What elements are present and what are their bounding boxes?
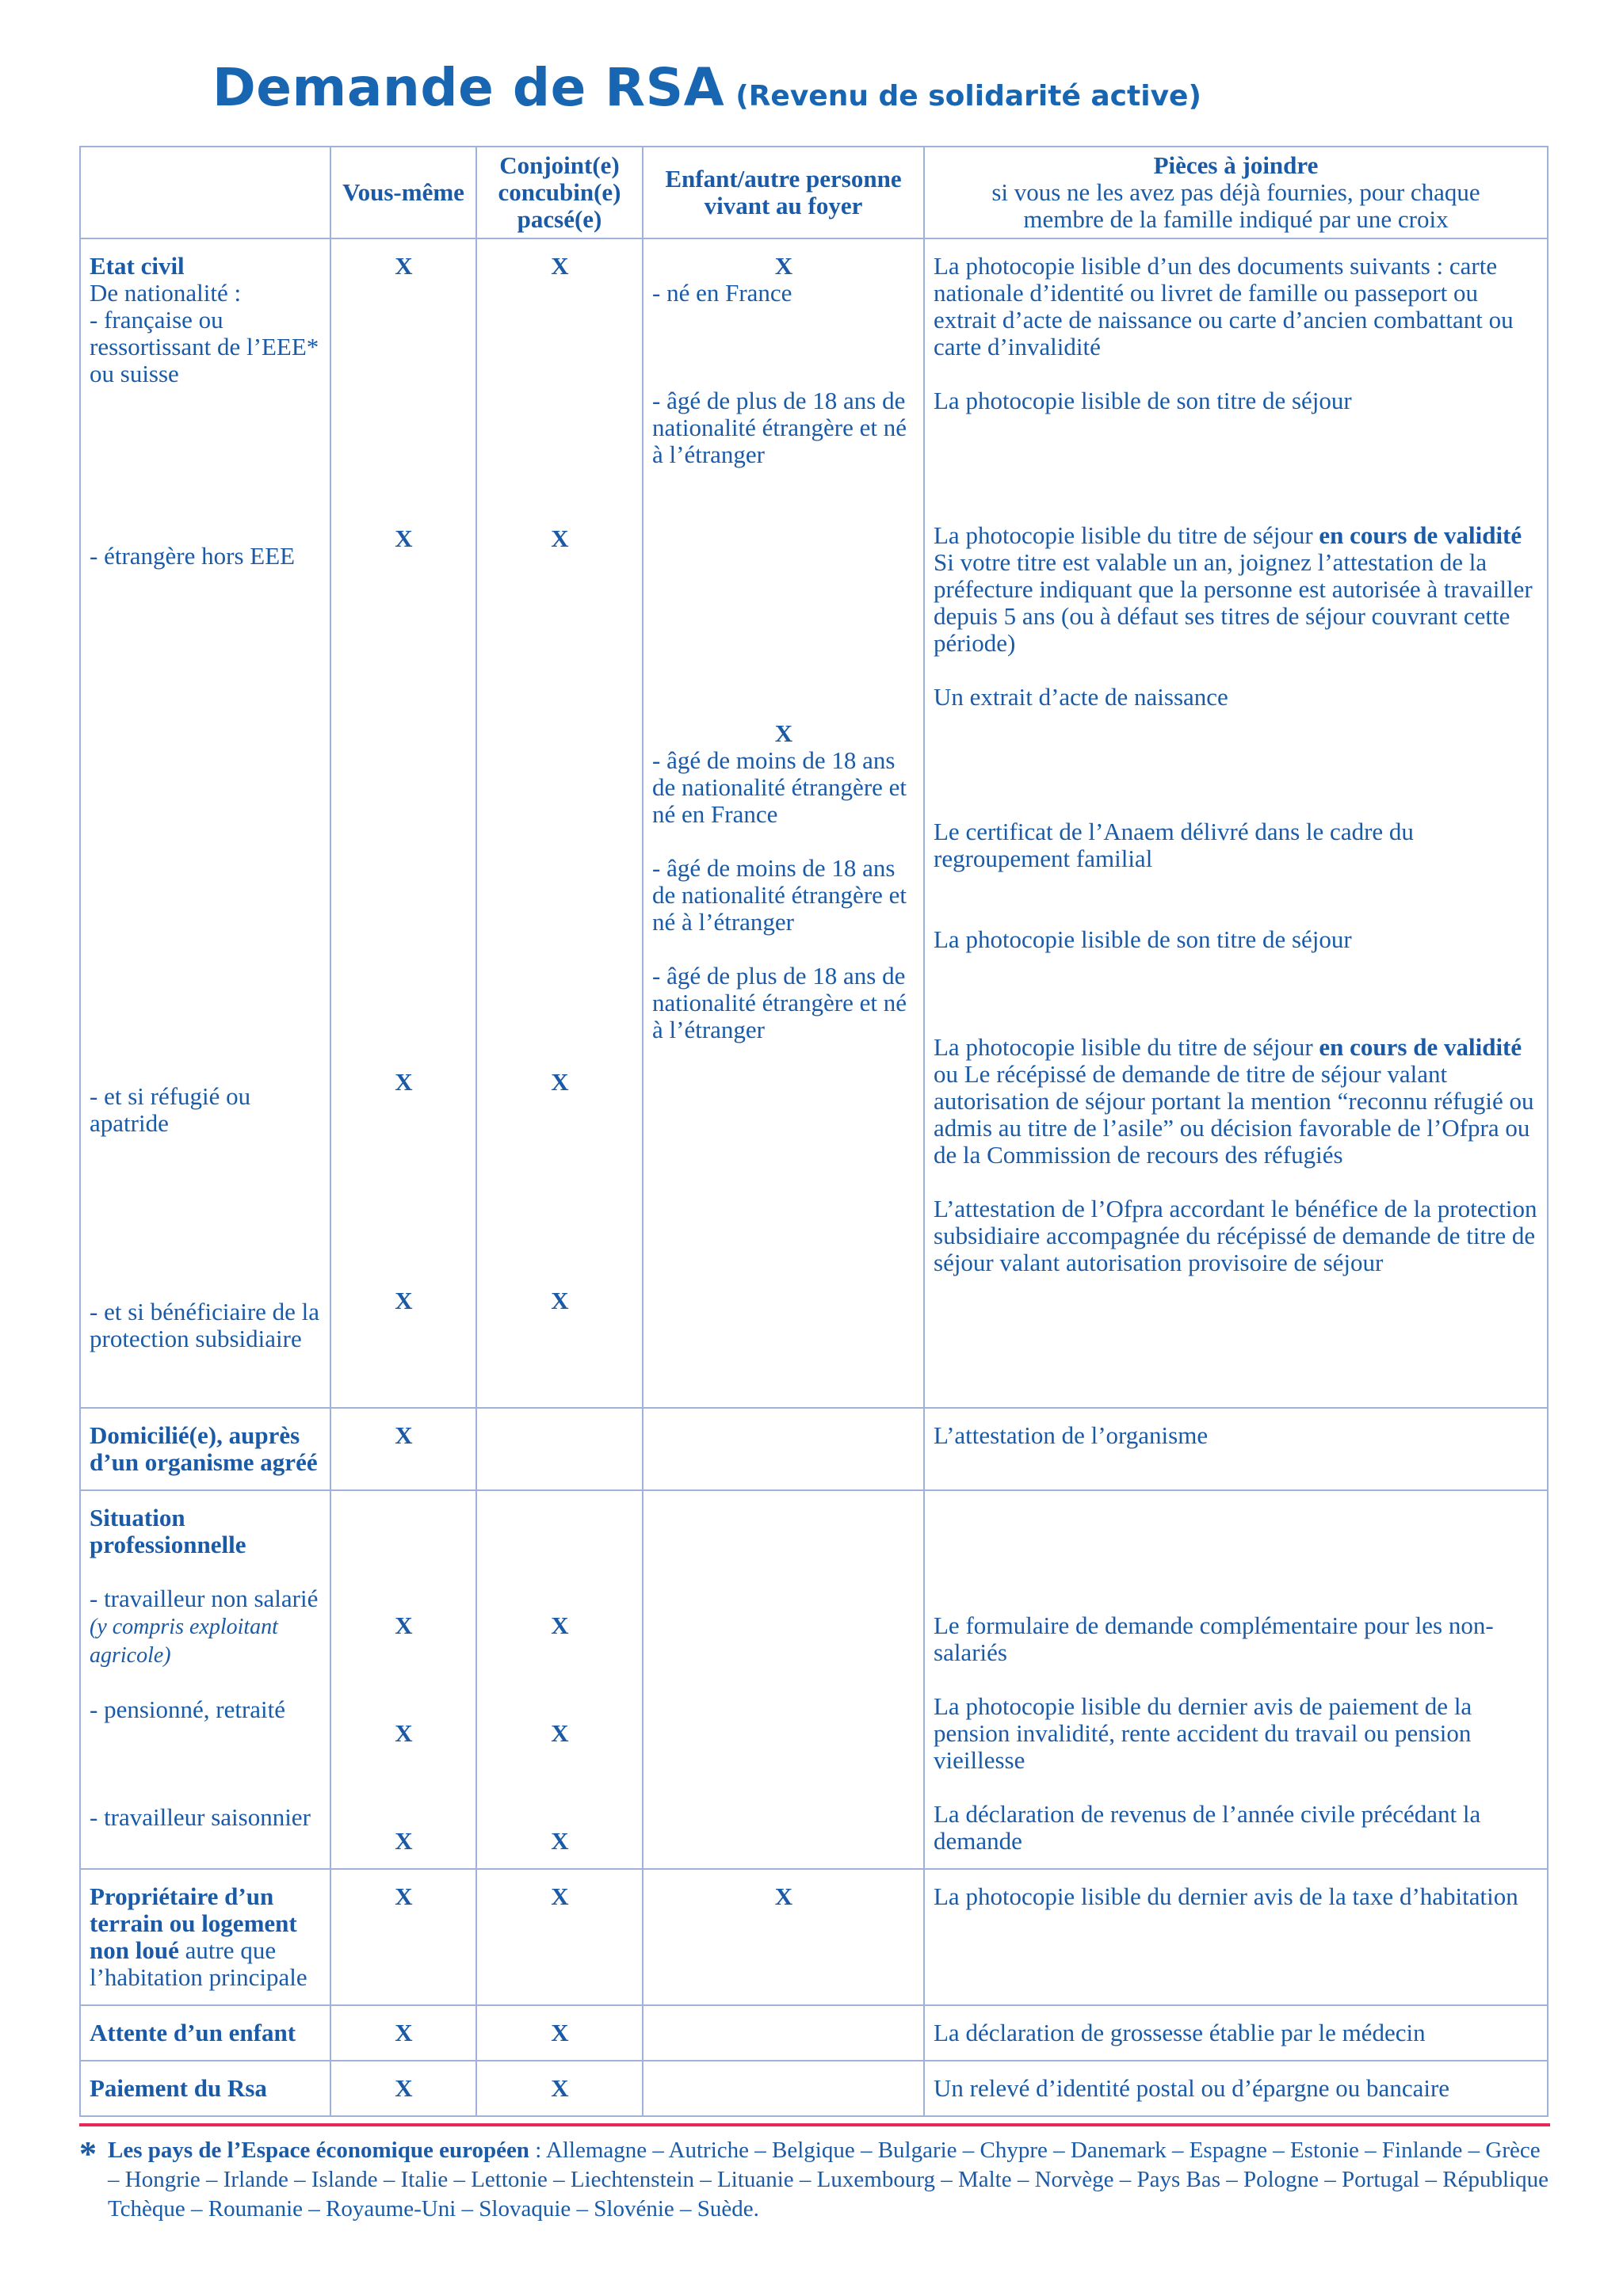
piece-text xyxy=(934,1034,1539,1061)
col-conjoint xyxy=(476,1408,643,1490)
proprietaire-label xyxy=(81,1870,330,2004)
page-title xyxy=(212,57,1201,118)
proprietaire-label-rest: autre que l’habitation principale xyxy=(90,1936,307,1991)
col-vous-meme xyxy=(330,1408,476,1490)
col-label xyxy=(80,2061,330,2116)
col-enfant xyxy=(643,1490,924,1869)
col-enfant xyxy=(643,1869,924,2005)
title-main: Demande de RSA xyxy=(212,57,725,118)
paiement-label: Paiement du Rsa xyxy=(90,2074,267,2102)
piece-text: La photocopie lisible de son titre de séjour xyxy=(934,387,1352,414)
table-row-proprietaire xyxy=(80,1869,1548,2005)
enfant-plus-18: - âgé de plus de 18 ans de nationalité étrangère et né à l’étranger xyxy=(652,387,907,468)
col-enfant xyxy=(643,238,924,1408)
piece-text: Un relevé d’identité postal ou d’épargne ou bancaire xyxy=(934,2074,1450,2102)
documents-table xyxy=(79,146,1549,2117)
checkmark-x: X xyxy=(551,1882,569,1910)
col-label xyxy=(80,1869,330,2005)
checkmark-x: X xyxy=(395,2019,413,2046)
piece-text: La photocopie lisible du dernier avis de la taxe d’habitation xyxy=(934,1882,1518,1910)
checkmark-x: X xyxy=(395,1827,413,1855)
etat-civil-label: De nationalité : xyxy=(90,279,242,307)
etat-civil-heading: Etat civil xyxy=(90,252,185,280)
col-conjoint xyxy=(476,238,643,1408)
etrangere-label: - étrangère hors EEE xyxy=(90,542,296,570)
header-enfant-line: Enfant/autre personne xyxy=(665,165,902,193)
checkmark-x: X xyxy=(551,2074,569,2102)
checkmark-x: X xyxy=(551,2019,569,2046)
checkmark-x: X xyxy=(395,1287,413,1314)
checkmark-x: X xyxy=(395,252,413,280)
title-subtitle: (Revenu de solidarité active) xyxy=(735,80,1201,113)
checkmark-x: X xyxy=(551,1719,569,1747)
enfant-ne-france: - né en France xyxy=(652,279,792,307)
nonsal-italic: (y compris exploitant agricole) xyxy=(90,1615,278,1668)
piece-text: Le certificat de l’Anaem délivré dans le cadre du regroupement familial xyxy=(934,818,1414,872)
table-row-situation xyxy=(80,1490,1548,1869)
nonsal-label xyxy=(90,1585,322,1669)
col-label xyxy=(80,238,330,1408)
table-row-attente-enfant xyxy=(80,2005,1548,2061)
header-enfant xyxy=(643,147,924,238)
col-conjoint xyxy=(476,2061,643,2116)
piece-text: Si votre titre est valable un an, joignez l’attestation de la préfecture indiquant que la personne est autorisée à travailler depuis 5 ans (ou à défaut ses titres de séjour couvrant cette période) xyxy=(934,548,1533,657)
checkmark-x: X xyxy=(551,1827,569,1855)
header-enfant-line: vivant au foyer xyxy=(704,192,863,219)
col-vous-meme xyxy=(330,2061,476,2116)
header-pieces xyxy=(924,147,1548,238)
checkmark-x: X xyxy=(395,1882,413,1910)
piece-text: La photocopie lisible d’un des documents suivants : carte nationale d’identité ou livret de famille ou passeport ou extrait d’acte de naissance ou carte d’ancien combattant ou carte d’invalidité xyxy=(934,252,1514,360)
col-pieces xyxy=(924,2005,1548,2061)
col-vous-meme xyxy=(330,1490,476,1869)
etat-civil-label: - française ou ressortissant de l’EEE* ou suisse xyxy=(90,306,319,387)
piece-emphasis: en cours de validité xyxy=(1319,1033,1522,1061)
table-row-domicile xyxy=(80,1408,1548,1490)
footer-heading: Les pays de l’Espace économique européen xyxy=(108,2138,529,2163)
piece-text-part: La photocopie lisible du titre de séjour xyxy=(934,1033,1319,1061)
col-pieces xyxy=(924,1490,1548,1869)
checkmark-x: X xyxy=(395,1421,413,1449)
col-conjoint xyxy=(476,2005,643,2061)
piece-text: Un extrait d’acte de naissance xyxy=(934,683,1228,711)
checkmark-x: X xyxy=(395,1068,413,1096)
pension-label: - pensionné, retraité xyxy=(90,1695,286,1723)
header-conjoint-line: concubin(e) xyxy=(498,178,621,206)
col-label xyxy=(80,1408,330,1490)
header-empty xyxy=(80,147,330,238)
footer-divider xyxy=(79,2123,1550,2126)
proprietaire-label-bold: Propriétaire d’un terrain ou logement non loué xyxy=(90,1882,297,1964)
checkmark-x: X xyxy=(551,524,569,552)
enfant-moins-18-france: - âgé de moins de 18 ans de nationalité étrangère et né en France xyxy=(652,746,907,828)
header-conjoint xyxy=(476,147,643,238)
col-enfant xyxy=(643,2061,924,2116)
piece-text-part: La photocopie lisible du titre de séjour xyxy=(934,521,1319,549)
col-pieces xyxy=(924,238,1548,1408)
checkmark-x: X xyxy=(551,1611,569,1639)
checkmark-x: X xyxy=(395,1611,413,1639)
enfant-moins-18-etranger: - âgé de moins de 18 ans de nationalité étrangère et né à l’étranger xyxy=(652,854,907,936)
checkmark-x: X xyxy=(395,1719,413,1747)
attente-label: Attente d’un enfant xyxy=(90,2019,296,2046)
footer-countries: : Allemagne – Autriche – Belgique – Bulgarie – Chypre – Danemark – Espagne – Estonie – Finlande – Grèce – Hongrie – Irlande – Islande – Italie – Lettonie – Liechtenstein – Lituanie – Luxembourg – Malte – Norvège – Pays Bas – Pologne – Portugal – République Tchèque – Roumanie – Royaume-Uni – Slovaquie – Slovénie – Suède. xyxy=(108,2138,1549,2222)
checkmark-x: X xyxy=(774,719,793,747)
col-pieces xyxy=(924,2061,1548,2116)
asterisk-icon: * xyxy=(79,2134,97,2173)
col-label xyxy=(80,2005,330,2061)
checkmark-x: X xyxy=(395,2074,413,2102)
piece-text: L’attestation de l’Ofpra accordant le bénéfice de la protection subsidiaire accompagnée du récépissé de demande de titre de séjour valant autorisation provisoire de séjour xyxy=(934,1195,1537,1276)
header-conjoint-line: pacsé(e) xyxy=(517,205,602,233)
checkmark-x: X xyxy=(551,1068,569,1096)
checkmark-x: X xyxy=(395,524,413,552)
header-pieces-sub: si vous ne les avez pas déjà fournies, pour chaque xyxy=(991,178,1480,206)
piece-text: Le formulaire de demande complémentaire pour les non-salariés xyxy=(934,1611,1494,1666)
piece-text: La photocopie lisible de son titre de séjour xyxy=(934,925,1352,953)
table-row-paiement xyxy=(80,2061,1548,2116)
footer-note xyxy=(79,2136,1553,2224)
col-pieces xyxy=(924,1869,1548,2005)
header-pieces-sub: membre de la famille indiqué par une croix xyxy=(1023,205,1449,233)
piece-emphasis: en cours de validité xyxy=(1319,521,1522,549)
piece-text: L’attestation de l’organisme xyxy=(934,1421,1209,1449)
checkmark-x: X xyxy=(774,252,793,280)
header-conjoint-line: Conjoint(e) xyxy=(499,151,620,179)
col-vous-meme xyxy=(330,238,476,1408)
situation-heading: Situation professionnelle xyxy=(90,1504,246,1558)
nonsal-label-text: - travailleur non salarié xyxy=(90,1585,319,1612)
header-vous-meme: Vous-même xyxy=(330,147,476,238)
footer-text xyxy=(108,2136,1553,2224)
enfant-plus-18-etranger: - âgé de plus de 18 ans de nationalité étrangère et né à l’étranger xyxy=(652,962,907,1043)
saison-label: - travailleur saisonnier xyxy=(90,1803,311,1831)
checkmark-x: X xyxy=(551,252,569,280)
col-vous-meme xyxy=(330,2005,476,2061)
table-row-etat-civil xyxy=(80,238,1548,1408)
piece-text: La déclaration de revenus de l’année civile précédant la demande xyxy=(934,1800,1481,1855)
checkmark-x: X xyxy=(774,1882,793,1910)
checkmark-x: X xyxy=(551,1287,569,1314)
subsidiaire-label: - et si bénéficiaire de la protection subsidiaire xyxy=(90,1298,320,1352)
piece-text xyxy=(934,522,1539,549)
col-pieces xyxy=(924,1408,1548,1490)
header-pieces-title: Pièces à joindre xyxy=(1153,151,1319,179)
refugie-label: - et si réfugié ou apatride xyxy=(90,1082,251,1137)
col-vous-meme xyxy=(330,1869,476,2005)
col-enfant xyxy=(643,1408,924,1490)
piece-text: La photocopie lisible du dernier avis de paiement de la pension invalidité, rente accident du travail ou pension vieillesse xyxy=(934,1692,1472,1774)
piece-text: La déclaration de grossesse établie par le médecin xyxy=(934,2019,1426,2046)
domicile-label: Domicilié(e), auprès d’un organisme agréé xyxy=(90,1421,318,1476)
piece-text: ou Le récépissé de demande de titre de séjour valant autorisation de séjour portant la mention “reconnu réfugié ou admis au titre de l’asile” ou décision favorable de l’Ofpra ou de la Commission de recours des réfugiés xyxy=(934,1060,1534,1169)
col-label xyxy=(80,1490,330,1869)
col-enfant xyxy=(643,2005,924,2061)
col-conjoint xyxy=(476,1869,643,2005)
col-conjoint xyxy=(476,1490,643,1869)
header-row xyxy=(80,147,1548,238)
